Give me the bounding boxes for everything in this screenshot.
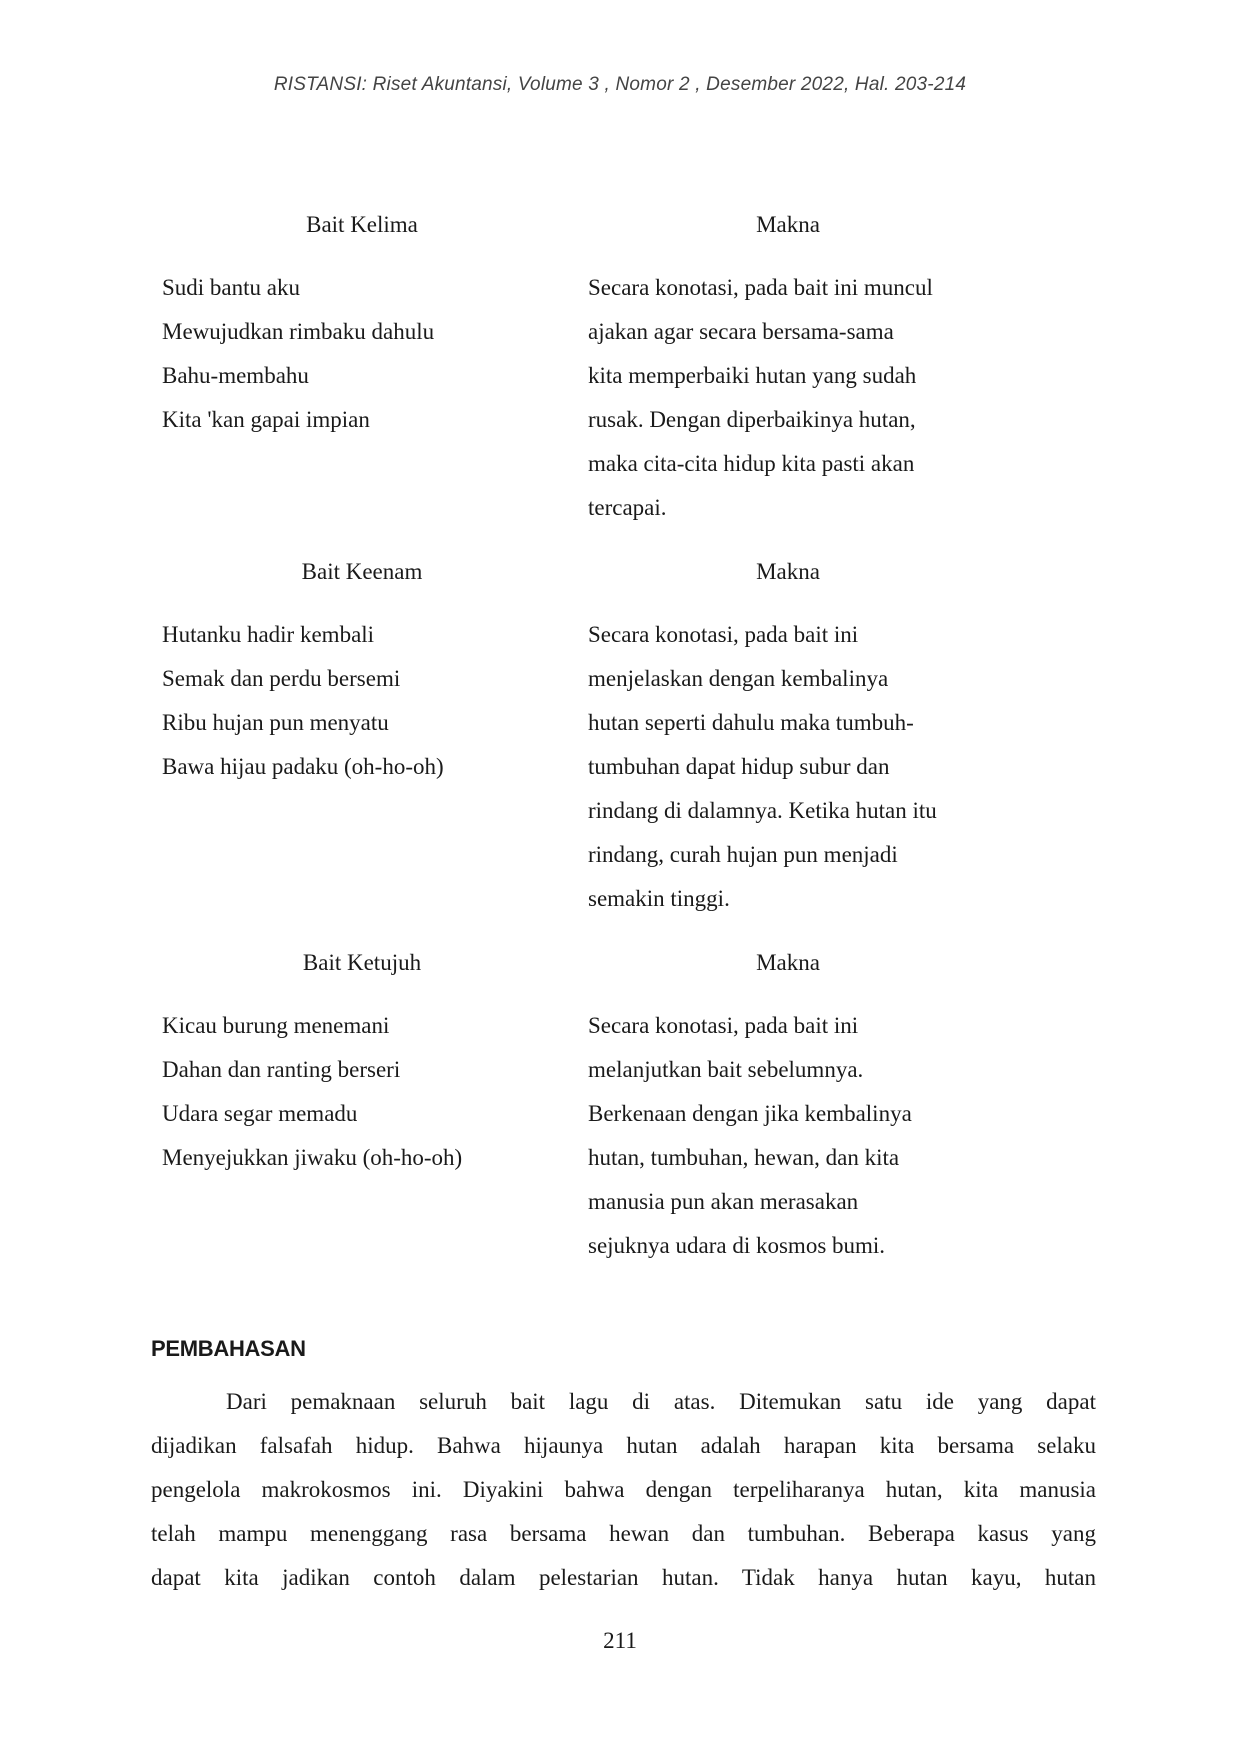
stanza-lyrics <box>162 266 434 442</box>
page-number: 211 <box>603 1628 637 1653</box>
body-line: Dari pemaknaan seluruh bait lagu di atas. Ditemukan satu ide yang dapat <box>226 1389 1096 1414</box>
meaning-line: maka cita-cita hidup kita pasti akan <box>588 451 915 476</box>
stanza-meaning <box>588 1004 912 1268</box>
lyric-line: Dahan dan ranting berseri <box>162 1057 401 1082</box>
meaning-line: rindang di dalamnya. Ketika hutan itu <box>588 798 937 823</box>
body-line: telah mampu menenggang rasa bersama hewan dan tumbuhan. Beberapa kasus yang <box>151 1521 1096 1546</box>
meaning-line: hutan, tumbuhan, hewan, dan kita <box>588 1145 900 1170</box>
lyric-line: Mewujudkan rimbaku dahulu <box>162 319 435 344</box>
lyric-line: Sudi bantu aku <box>162 275 300 300</box>
stanza-title: Bait Kelima <box>306 212 418 237</box>
meaning-line: rindang, curah hujan pun menjadi <box>588 842 898 867</box>
lyric-line: Udara segar memadu <box>162 1101 358 1126</box>
meaning-line: melanjutkan bait sebelumnya. <box>588 1057 864 1082</box>
stanza-lyrics <box>162 1004 462 1180</box>
stanza-lyrics <box>162 613 444 789</box>
lyric-line: Menyejukkan jiwaku (oh-ho-oh) <box>162 1145 463 1170</box>
meaning-line: kita memperbaiki hutan yang sudah <box>588 363 917 388</box>
stanza-title: Bait Keenam <box>301 559 423 584</box>
meaning-line: sejuknya udara di kosmos bumi. <box>588 1233 886 1258</box>
lyric-line: Kita 'kan gapai impian <box>162 407 370 432</box>
meaning-line: semakin tinggi. <box>588 886 730 911</box>
meaning-line: menjelaskan dengan kembalinya <box>588 666 889 691</box>
stanza-meaning <box>588 613 937 921</box>
meaning-line: manusia pun akan merasakan <box>588 1189 859 1214</box>
stanza-title: Bait Ketujuh <box>302 950 422 975</box>
body-line: dapat kita jadikan contoh dalam pelestarian hutan. Tidak hanya hutan kayu, hutan <box>151 1565 1096 1590</box>
lyric-line: Ribu hujan pun menyatu <box>162 710 389 735</box>
lyric-line: Hutanku hadir kembali <box>162 622 375 647</box>
lyric-line: Semak dan perdu bersemi <box>162 666 401 691</box>
meaning-title: Makna <box>756 950 820 975</box>
meaning-line: rusak. Dengan diperbaikinya hutan, <box>588 407 916 432</box>
meaning-line: hutan seperti dahulu maka tumbuh- <box>588 710 914 735</box>
meaning-line: Berkenaan dengan jika kembalinya <box>588 1101 912 1126</box>
lyric-line: Bahu-membahu <box>162 363 309 388</box>
meaning-title: Makna <box>756 559 820 584</box>
meaning-line: tercapai. <box>588 495 667 520</box>
meaning-title: Makna <box>756 212 820 237</box>
meaning-line: ajakan agar secara bersama-sama <box>588 319 894 344</box>
lyric-line: Kicau burung menemani <box>162 1013 390 1038</box>
running-head: RISTANSI: Riset Akuntansi, Volume 3 , Nomor 2 , Desember 2022, Hal. 203-214 <box>273 74 967 95</box>
body-line: dijadikan falsafah hidup. Bahwa hijaunya hutan adalah harapan kita bersama selaku <box>151 1433 1096 1458</box>
meaning-line: Secara konotasi, pada bait ini muncul <box>588 275 933 300</box>
lyric-line: Bawa hijau padaku (oh-ho-oh) <box>162 754 444 779</box>
body-line: pengelola makrokosmos ini. Diyakini bahwa dengan terpeliharanya hutan, kita manusia <box>151 1477 1096 1502</box>
section-heading: PEMBAHASAN <box>151 1336 306 1361</box>
meaning-line: Secara konotasi, pada bait ini <box>588 622 859 647</box>
body-paragraph <box>151 1380 1096 1600</box>
stanza-meaning <box>588 266 933 530</box>
meaning-line: tumbuhan dapat hidup subur dan <box>588 754 890 779</box>
meaning-line: Secara konotasi, pada bait ini <box>588 1013 859 1038</box>
